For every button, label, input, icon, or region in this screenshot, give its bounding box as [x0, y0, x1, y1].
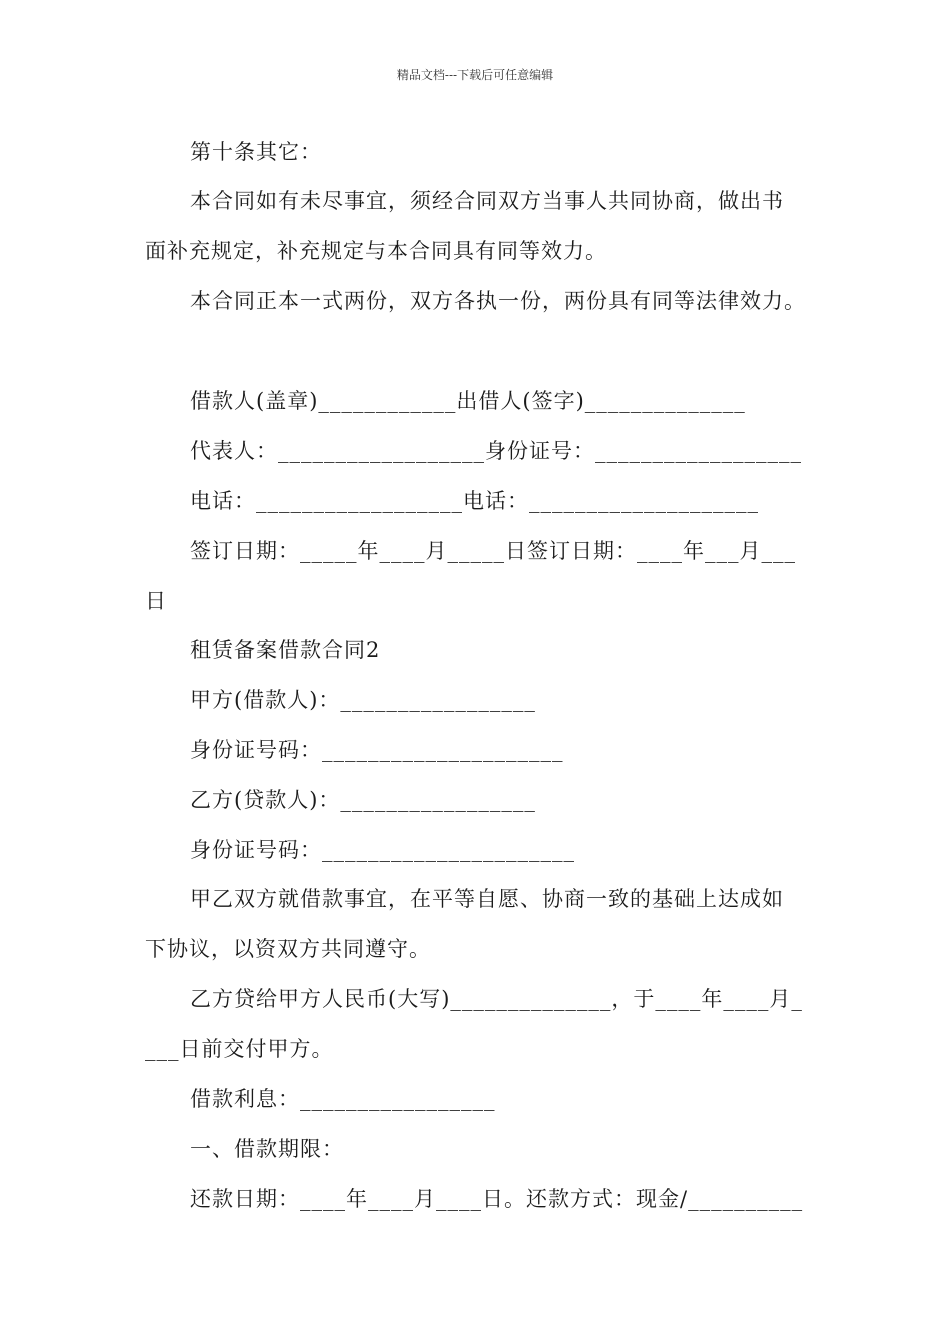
paragraph-line: 乙方贷给甲方人民币(大写)______________，于____年____月_: [190, 987, 803, 1011]
party-field: 身份证号码：______________________: [190, 838, 575, 862]
contract-title: 租赁备案借款合同2: [190, 638, 381, 662]
party-field: 甲方(借款人)：_________________: [190, 688, 536, 712]
paragraph-line: 甲乙双方就借款事宜，在平等自愿、协商一致的基础上达成如: [190, 887, 784, 911]
signature-line: 电话：__________________电话：____________________: [190, 489, 759, 513]
paragraph-line: 本合同如有未尽事宜，须经合同双方当事人共同协商，做出书: [190, 189, 784, 213]
paragraph-line: 下协议，以资双方共同遵守。: [145, 937, 431, 961]
party-field: 身份证号码：_____________________: [190, 738, 564, 762]
page-header: 精品文档---下载后可任意编辑: [396, 68, 554, 82]
section-heading: 一、借款期限：: [190, 1137, 344, 1161]
signature-line: 签订日期：_____年____月_____日签订日期：____年___月___: [190, 539, 796, 563]
paragraph-line: 本合同正本一式两份，双方各执一份，两份具有同等法律效力。: [190, 289, 806, 313]
signature-line: 代表人：__________________身份证号：__________________: [190, 439, 802, 463]
paragraph-line: 面补充规定，补充规定与本合同具有同等效力。: [145, 239, 607, 263]
paragraph-line: ___日前交付甲方。: [145, 1037, 334, 1061]
signature-line: 日: [145, 589, 167, 613]
interest-field: 借款利息：_________________: [190, 1087, 496, 1111]
clause-title: 第十条其它：: [190, 140, 322, 164]
party-field: 乙方(贷款人)：_________________: [190, 788, 536, 812]
repayment-field: 还款日期：____年____月____日。还款方式：现金/__________: [190, 1187, 804, 1211]
signature-line: 借款人(盖章)____________出借人(签字)______________: [190, 389, 746, 413]
